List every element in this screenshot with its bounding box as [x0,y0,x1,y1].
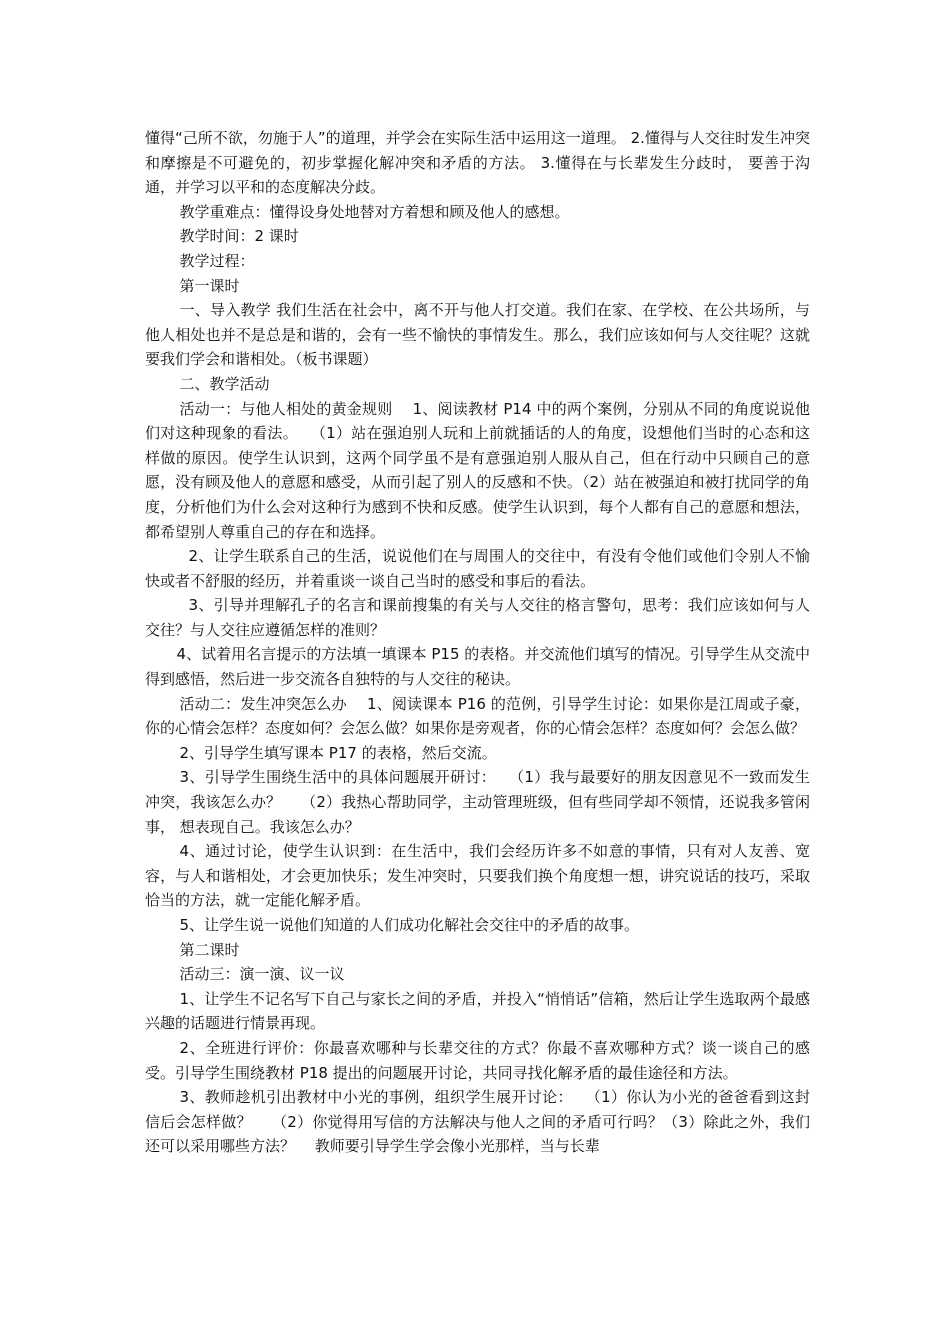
paragraph-introduction: 一、导入教学 我们生活在社会中，离不开与他人打交道。我们在家、在学校、在公共场所，与他人相处也并不是总是和谐的，会有一些不愉快的事情发生。那么，我们应该如何与人交往呢？这就要我们学会和谐相处。（板书课题） [145,301,810,369]
paragraph-teaching-process: 教学过程： [179,251,255,270]
heading-teaching-activities: 二、教学活动 [179,374,270,393]
paragraph-activity-one-step-3: 3、引导并理解孔子的名言和课前搜集的有关与人交往的格言警句，思考：我们应该如何与人交往？与人交往应遵循怎样的准则？ [145,596,810,639]
paragraph-objectives: 懂得“己所不欲，勿施于人”的道理，并学会在实际生活中运用这一道理。 2.懂得与人交往时发生冲突和摩擦是不可避免的，初步掌握化解冲突和矛盾的方法。 3.懂得在与长辈发生分歧时， 要善于沟通，并学习以平和的态度解决分歧。 [145,129,810,197]
paragraph-activity-three-step-3: 3、教师趁机引出教材中小光的事例，组织学生展开讨论： （1）你认为小光的爸爸看到这封信后会怎样做？ （2）你觉得用写信的方法解决与他人之间的矛盾可行吗？（3）除此之外，我们还可以采用哪些方法？ 教师要引导学生学会像小光那样，当与长辈 [145,1088,810,1156]
paragraph-activity-two-step-3: 3、引导学生围绕生活中的具体问题展开研讨： （1）我与最要好的朋友因意见不一致而发生冲突，我该怎么办？ （2）我热心帮助同学，主动管理班级，但有些同学却不领情，还说我多管闲事， 想表现自己。我该怎么办？ [145,768,810,836]
heading-lesson-two: 第二课时 [179,940,240,959]
paragraph-key-points: 教学重难点：懂得设身处地替对方着想和顾及他人的感想。 [179,202,570,221]
paragraph-activity-three-step-2: 2、全班进行评价：你最喜欢哪种与长辈交往的方式？你最不喜欢哪种方式？谈一谈自己的感受。引导学生围绕教材 P18 提出的问题展开讨论，共同寻找化解矛盾的最佳途径和方法。 [145,1038,810,1082]
paragraph-activity-two-step-5: 5、让学生说一说他们知道的人们成功化解社会交往中的矛盾的故事。 [179,916,640,934]
heading-activity-three: 活动三：演一演、议一议 [179,965,345,984]
paragraph-activity-one-step-2: 2、让学生联系自己的生活，说说他们在与周围人的交往中，有没有令他们或他们令别人不愉快或者不舒服的经历，并着重谈一谈自己当时的感受和事后的看法。 [145,547,810,590]
paragraph-activity-three-step-1: 1、让学生不记名写下自己与家长之间的矛盾，并投入“悄悄话”信箱，然后让学生选取两个最感兴趣的话题进行情景再现。 [145,989,810,1033]
heading-lesson-one: 第一课时 [179,276,240,295]
paragraph-activity-one-step-4: 4、试着用名言提示的方法填一填课本 P15 的表格。并交流他们填写的情况。引导学生从交流中得到感悟，然后进一步交流各自独特的与人交往的秘诀。 [145,645,810,689]
paragraph-activity-one: 活动一：与他人相处的黄金规则 1、阅读教材 P14 中的两个案例，分别从不同的角度说说他们对这种现象的看法。 （1）站在强迫别人玩和上前就插话的人的角度，设想他们当时的心态和这样做的原因。使学生认识到，这两个同学虽不是有意强迫别人服从自己，但在行动中只顾自己的意愿，没有顾及他人的意愿和感受，从而引起了别人的反感和不快。（2）站在被强迫和被打扰同学的角度，分析他们为什么会对这种行为感到不快和反感。使学生认识到，每个人都有自己的意愿和想法，都希望别人尊重自己的存在和选择。 [145,399,810,541]
paragraph-activity-two-step-2: 2、引导学生填写课本 P17 的表格，然后交流。 [179,743,497,762]
document-body [145,126,810,1159]
paragraph-activity-two: 活动二：发生冲突怎么办 1、阅读课本 P16 的范例，引导学生讨论：如果你是江周或子豪，你的心情会怎样？态度如何？会怎么做？如果你是旁观者，你的心情会怎样？态度如何？会怎么做？ [145,694,810,738]
paragraph-teaching-time: 教学时间：2 课时 [179,227,299,246]
paragraph-activity-two-step-4: 4、通过讨论，使学生认识到：在生活中，我们会经历许多不如意的事情，只有对人友善、宽容，与人和谐相处，才会更加快乐；发生冲突时，只要我们换个角度想一想，讲究说话的技巧，采取恰当的方法，就一定能化解矛盾。 [145,842,810,910]
